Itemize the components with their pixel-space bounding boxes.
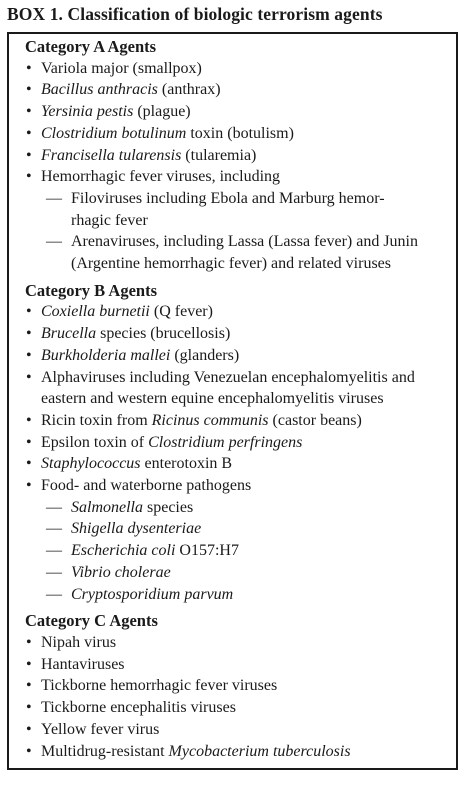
sub-item-text xyxy=(71,564,171,581)
list-item xyxy=(25,166,448,188)
italic-text: Brucella xyxy=(41,325,97,343)
sub-list-item xyxy=(25,497,448,519)
list-item xyxy=(25,58,448,80)
bullet-icon: • xyxy=(26,124,32,142)
list-item xyxy=(25,323,448,345)
bullet-icon: • xyxy=(26,146,32,164)
text-segment: Hantaviruses xyxy=(41,655,125,673)
sub-list-item xyxy=(25,231,448,274)
italic-text: Ricinus communis xyxy=(151,411,269,429)
bullet-icon: • xyxy=(26,633,32,651)
bullet-icon: • xyxy=(26,103,32,121)
text-segment: (tularemia) xyxy=(181,146,257,164)
text-segment: species xyxy=(143,498,194,516)
italic-text: Burkholderia mallei xyxy=(41,346,171,364)
list-item xyxy=(25,453,448,475)
item-text xyxy=(41,455,232,472)
sub-list-item xyxy=(25,188,448,231)
bullet-icon: • xyxy=(26,411,32,429)
bullet-icon: • xyxy=(26,699,32,717)
text-line: rhagic fever xyxy=(71,211,148,229)
text-segment: (Q fever) xyxy=(149,303,213,321)
text-segment: Tickborne encephalitis viruses xyxy=(41,699,236,717)
italic-text: Yersinia pestis xyxy=(41,103,134,121)
sub-item-text xyxy=(71,586,233,603)
item-text xyxy=(41,147,256,164)
text-segment: Epsilon toxin of xyxy=(41,433,149,451)
sub-list-item xyxy=(25,562,448,584)
italic-text: Cryptosporidium parvum xyxy=(71,585,234,603)
sub-item-text xyxy=(71,542,239,559)
sub-list-item xyxy=(25,584,448,606)
text-segment: species (brucellosis) xyxy=(96,325,231,343)
text-segment: Yellow fever virus xyxy=(41,720,160,738)
dash-icon: — xyxy=(46,520,62,538)
dash-icon: — xyxy=(46,585,62,603)
sub-list-item xyxy=(25,540,448,562)
list-item xyxy=(25,741,448,763)
text-line: Filoviruses including Ebola and Marburg hemor- xyxy=(71,189,385,207)
italic-text: Mycobacterium tuberculosis xyxy=(168,742,351,760)
bullet-icon: • xyxy=(26,81,32,99)
dash-icon: — xyxy=(46,563,62,581)
italic-text: Salmonella xyxy=(71,498,143,516)
bullet-icon: • xyxy=(26,59,32,77)
sub-item-text xyxy=(71,190,385,229)
text-segment: Ricin toxin from xyxy=(41,411,152,429)
list-item xyxy=(25,101,448,123)
list-item xyxy=(25,123,448,145)
text-segment: enterotoxin B xyxy=(140,455,233,473)
list-item xyxy=(25,432,448,454)
item-text xyxy=(41,103,191,120)
sub-item-text xyxy=(71,499,193,516)
bullet-icon: • xyxy=(26,368,32,386)
list-item xyxy=(25,367,448,410)
italic-text: Staphylococcus xyxy=(41,455,141,473)
text-segment: Food- and waterborne pathogens xyxy=(41,477,252,495)
text-segment: (anthrax) xyxy=(157,81,221,99)
bullet-icon: • xyxy=(26,742,32,760)
item-text xyxy=(41,677,277,694)
sub-list-item xyxy=(25,518,448,540)
list-item xyxy=(25,654,448,676)
box-content xyxy=(25,36,448,762)
italic-text: Vibrio cholerae xyxy=(71,563,171,581)
italic-text: Clostridium botulinum xyxy=(41,124,187,142)
item-text xyxy=(41,347,239,364)
sub-item-text xyxy=(71,520,201,537)
text-line: Arenaviruses, including Lassa (Lassa fever) and Junin xyxy=(71,233,418,251)
item-text xyxy=(41,743,351,760)
text-segment: toxin (botulism) xyxy=(186,124,294,142)
text-segment: Multidrug-resistant xyxy=(41,742,169,760)
classification-box xyxy=(7,32,458,770)
text-segment: (glanders) xyxy=(170,346,240,364)
item-text xyxy=(41,634,116,651)
item-text xyxy=(41,125,294,142)
item-text xyxy=(41,412,362,429)
list-item xyxy=(25,145,448,167)
italic-text: Coxiella burnetii xyxy=(41,303,150,321)
bullet-icon: • xyxy=(26,325,32,343)
dash-icon: — xyxy=(46,233,62,251)
item-text xyxy=(41,369,415,408)
list-item xyxy=(25,632,448,654)
text-line: (Argentine hemorrhagic fever) and related viruses xyxy=(71,255,392,273)
bullet-icon: • xyxy=(26,303,32,321)
list-item xyxy=(25,675,448,697)
text-segment: Variola major (smallpox) xyxy=(41,59,202,77)
bullet-icon: • xyxy=(26,433,32,451)
list-item xyxy=(25,719,448,741)
bullet-icon: • xyxy=(26,168,32,186)
italic-text: Shigella dysenteriae xyxy=(71,520,202,538)
dash-icon: — xyxy=(46,498,62,516)
item-text xyxy=(41,721,159,738)
category-heading: Category B Agents xyxy=(25,280,157,300)
list-item xyxy=(25,301,448,323)
category-heading: Category A Agents xyxy=(25,37,157,56)
item-text xyxy=(41,168,280,185)
list-item xyxy=(25,410,448,432)
sub-item-text xyxy=(71,233,418,272)
box-title: BOX 1. Classification of biologic terrorism agents xyxy=(7,4,383,24)
italic-text: Francisella tularensis xyxy=(41,146,182,164)
bullet-icon: • xyxy=(26,720,32,738)
bullet-icon: • xyxy=(26,655,32,673)
item-text xyxy=(41,477,251,494)
italic-text: Clostridium perfringens xyxy=(148,433,303,451)
item-text xyxy=(41,434,302,451)
text-segment: Tickborne hemorrhagic fever viruses xyxy=(41,677,278,695)
item-text xyxy=(41,325,230,342)
italic-text: Escherichia coli xyxy=(71,542,176,560)
text-segment: (plague) xyxy=(133,103,191,121)
text-segment: Nipah virus xyxy=(41,633,117,651)
list-item xyxy=(25,79,448,101)
item-text xyxy=(41,656,125,673)
list-item xyxy=(25,345,448,367)
category-heading: Category C Agents xyxy=(25,611,158,631)
bullet-icon: • xyxy=(26,455,32,473)
item-text xyxy=(41,303,213,320)
list-item xyxy=(25,697,448,719)
text-segment: Hemorrhagic fever viruses, including xyxy=(41,168,281,186)
dash-icon: — xyxy=(46,542,62,560)
bullet-icon: • xyxy=(26,677,32,695)
italic-text: Bacillus anthracis xyxy=(41,81,158,99)
list-item xyxy=(25,475,448,497)
item-text xyxy=(41,699,236,716)
text-segment: (castor beans) xyxy=(268,411,362,429)
text-segment: Alphaviruses including Venezuelan encephalomyelitis and eastern and western equine encephalomyelitis viruses xyxy=(41,368,415,408)
item-text xyxy=(41,60,202,77)
item-text xyxy=(41,81,221,98)
dash-icon: — xyxy=(46,189,62,207)
bullet-icon: • xyxy=(26,477,32,495)
bullet-icon: • xyxy=(26,346,32,364)
text-segment: O157:H7 xyxy=(175,542,239,560)
